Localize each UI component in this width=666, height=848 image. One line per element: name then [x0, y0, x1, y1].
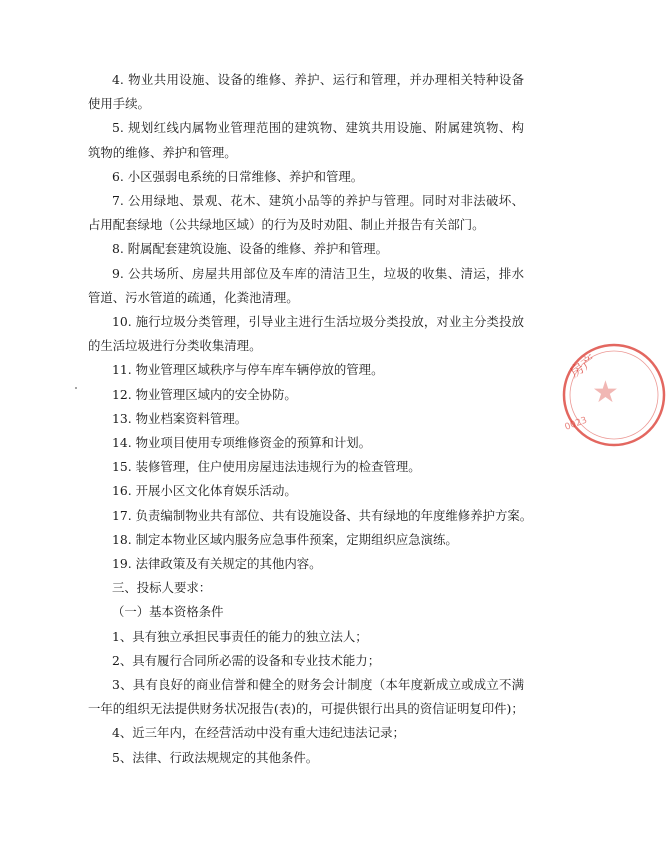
document-body [88, 68, 533, 770]
qualification-item-2: 2、具有履行合同所必需的设备和专业技术能力； [112, 652, 381, 668]
qualification-item-3: 3、具有良好的商业信誉和健全的财务会计制度（本年度新成立或成立不满一年的组织无法提供财务状况报告(表)的，可提供银行出具的资信证明复印件)； [88, 677, 524, 717]
paragraph-item-12: 12. 物业管理区域内的安全协防。 [112, 386, 297, 402]
paragraph-item-9: 9. 公共场所、房屋共用部位及车库的清洁卫生，垃圾的收集、清运，排水管道、污水管道的疏通，化粪池清理。 [88, 265, 524, 305]
seal-text: 房产 [567, 352, 600, 382]
paragraph-item-7: 7. 公用绿地、景观、花木、建筑小品等的养护与管理。同时对非法破坏、占用配套绿地（公共绿地区域）的行为及时劝阻、制止并报告有关部门。 [88, 193, 524, 233]
paragraph-item-18: 18. 制定本物业区域内服务应急事件预案，定期组织应急演练。 [112, 531, 458, 547]
paragraph-item-8: 8. 附属配套建筑设施、设备的维修、养护和管理。 [112, 241, 388, 257]
paragraph-item-15: 15. 装修管理，住户使用房屋违法违规行为的检查管理。 [112, 459, 421, 475]
paragraph-item-10: 10. 施行垃圾分类管理，引导业主进行生活垃圾分类投放，对业主分类投放的生活垃圾进行分类收集清理。 [88, 314, 524, 354]
seal-graphic [556, 340, 666, 450]
paragraph-item-19: 19. 法律政策及有关规定的其他内容。 [112, 556, 322, 572]
official-seal [556, 340, 619, 450]
paragraph-item-17: 17. 负责编制物业共有部位、共有设施设备、共有绿地的年度维修养护方案。 [112, 507, 533, 523]
seal-star-icon: ★ [592, 375, 619, 410]
paragraph-item-16: 16. 开展小区文化体育娱乐活动。 [112, 483, 297, 499]
paragraph-item-13: 13. 物业档案资料管理。 [112, 410, 248, 426]
paragraph-item-11: 11. 物业管理区域秩序与停车库车辆停放的管理。 [112, 362, 384, 378]
paragraph-item-14: 14. 物业项目使用专项维修资金的预算和计划。 [112, 435, 372, 451]
scan-speck [75, 387, 77, 389]
section-heading-bidder-requirements: 三、投标人要求： [112, 580, 212, 596]
subheading-basic-qualifications: （一）基本资格条件 [112, 604, 224, 620]
qualification-item-5: 5、法律、行政法规规定的其他条件。 [112, 749, 319, 765]
qualification-item-1: 1、具有独立承担民事责任的能力的独立法人； [112, 628, 368, 644]
paragraph-item-5: 5. 规划红线内属物业管理范围的建筑物、建筑共用设施、附属建筑物、构筑物的维修、养护和管理。 [88, 120, 524, 160]
paragraph-item-4: 4. 物业共用设施、设备的维修、养护、运行和管理，并办理相关特种设备使用手续。 [88, 72, 524, 112]
paragraph-item-6: 6. 小区强弱电系统的日常维修、养护和管理。 [112, 168, 364, 184]
qualification-item-4: 4、近三年内，在经营活动中没有重大违纪违法记录； [112, 725, 405, 741]
seal-digits: 0023 [563, 415, 589, 433]
